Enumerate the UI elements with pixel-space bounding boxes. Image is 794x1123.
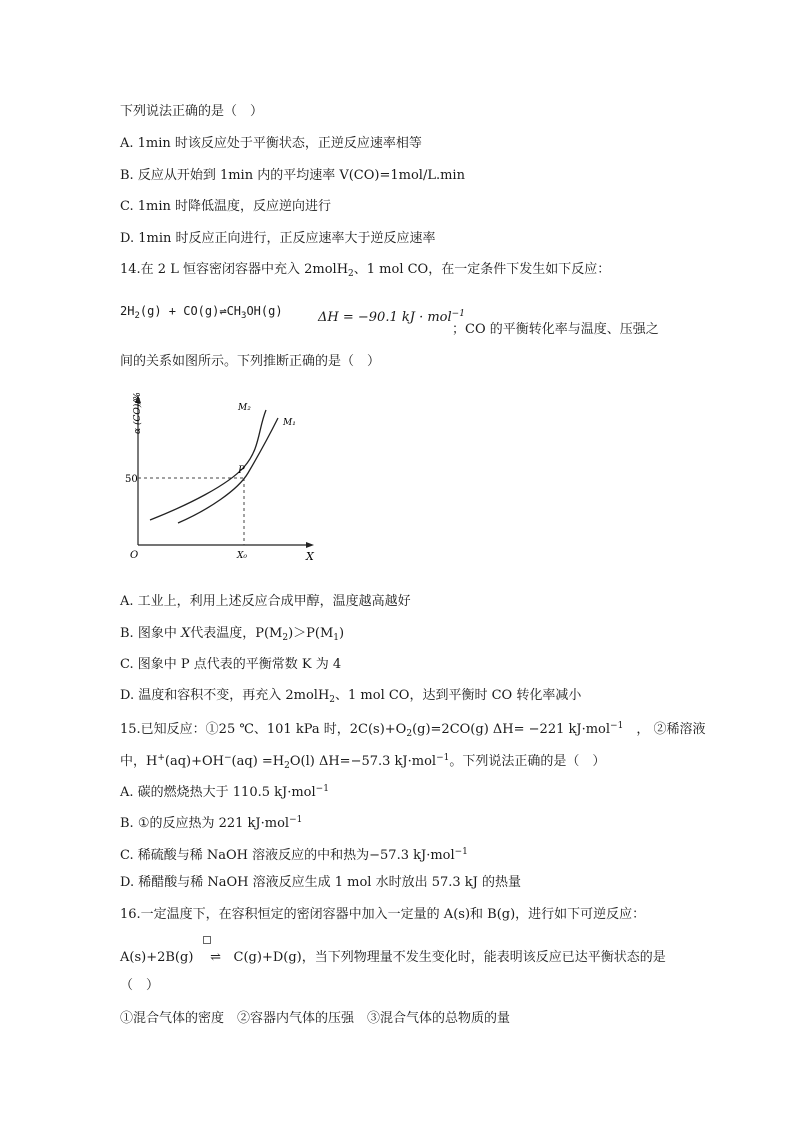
q15-l2-sup2: − [224, 753, 232, 763]
q16-arrow: ⇌ [210, 950, 221, 965]
q16-line1: 16.一定温度下，在容积恒定的密闭容器中加入一定量的 A(s)和 B(g)，进行如下可逆反应： [120, 907, 646, 922]
q14-intro-sub: 2 [348, 269, 354, 279]
q14-eq-mid: (g) + CO(g)⇌CH [139, 304, 242, 318]
q13-option-b: B. 反应从开始到 1min 内的平均速率 V(CO)=1mol/L.min [120, 168, 465, 183]
q15-optc-text: C. 稀硫酸与稀 NaOH 溶液反应的中和热为−57.3 kJ·mol [120, 848, 455, 863]
origin-label: O [130, 550, 139, 561]
q14-dh-text: ΔH = −90.1 kJ · mol [318, 310, 452, 325]
q15-l2-b: (aq)+OH [164, 754, 224, 769]
q15-option-a [120, 781, 329, 801]
y-tick-50: 50 [125, 474, 138, 485]
m1-label: M₁ [283, 418, 296, 428]
x-axis-label: X [306, 550, 314, 563]
q13-option-d: D. 1min 时反应正向进行，正反应速率大于逆反应速率 [120, 231, 436, 246]
q15-l2-d: O(l) ΔH=−57.3 kJ·mol [289, 754, 437, 769]
q14-eq-right: OH(g) [246, 304, 283, 318]
q14-dh-sup: −1 [451, 309, 465, 319]
q15-l2-c: (aq) =H [231, 754, 285, 769]
q14-optb-s1: 2 [282, 633, 289, 643]
curve-m2 [150, 410, 266, 520]
q13-option-a: A. 1min 时该反应处于平衡状态，正逆反应速率相等 [120, 136, 422, 151]
q16-line2 [120, 950, 666, 966]
q15-line1 [120, 718, 705, 742]
q14-option-a: A. 工业上，利用上述反应合成甲醇，温度越高越好 [120, 594, 411, 609]
q16-line4: ①混合气体的密度 ②容器内气体的压强 ③混合气体的总物质的量 [120, 1011, 511, 1026]
point-p-label: P [238, 465, 245, 476]
q15-l2-sup1: + [157, 753, 165, 763]
q15-option-d: D. 稀醋酸与稀 NaOH 溶液反应生成 1 mol 水时放出 57.3 kJ 的热量 [120, 875, 522, 890]
q15-l1-tail: ， ②稀溶液 [623, 722, 706, 737]
placeholder-box-icon [203, 936, 211, 944]
q15-l1-sup: −1 [610, 721, 624, 731]
y-axis-label: α (CO)/% [133, 392, 143, 434]
q15-l1-s1: 2 [406, 729, 413, 739]
q14-optb-mid: )＞P(M [288, 626, 334, 641]
q14-optb-end: ) [339, 626, 345, 641]
q16-eq-left: A(s)+2B(g) [120, 950, 194, 965]
q13-option-c: C. 1min 时降低温度，反应逆向进行 [120, 199, 332, 214]
q14-eq-left: 2H [120, 304, 135, 318]
q15-l2-sup3: −1 [436, 753, 450, 763]
q14-eq-sub2: 3 [241, 311, 247, 321]
q14-intro-text: 14.在 2 L 恒容密闭容器中充入 2molH [120, 262, 349, 277]
q14-option-d [120, 688, 581, 708]
q15-l2-e: 。下列说法正确的是（ ） [449, 754, 606, 769]
x-axis-arrow [306, 542, 314, 548]
q14-optd-pre: D. 温度和容积不变，再充入 2molH [120, 688, 330, 703]
q14-intro [120, 262, 610, 282]
q16-line3: （ ） [120, 978, 160, 993]
q14-equation [120, 303, 283, 324]
curve-m1 [178, 418, 278, 523]
q14-tail: ；CO 的平衡转化率与温度、压强之 [452, 322, 659, 337]
q14-enthalpy [318, 306, 465, 326]
q14-option-b [120, 626, 344, 646]
q14-intro-tail: 、1 mol CO，在一定条件下发生如下反应： [353, 262, 611, 277]
q15-line2 [120, 750, 605, 774]
q15-optb-sup: −1 [289, 815, 303, 825]
q14-optb-pre: B. 图象中 [120, 626, 181, 641]
q15-l2-a: 中，H [120, 754, 158, 769]
m2-label: M₂ [238, 403, 251, 413]
q14-eq-sub1: 2 [134, 311, 140, 321]
q14-optb-s2: 1 [333, 633, 340, 643]
q13-stem: 下列说法正确的是（ ） [120, 104, 264, 119]
q16-eq-right: C(g)+D(g)，当下列物理量不发生变化时，能表明该反应已达平衡状态的是 [233, 950, 666, 965]
q14-graph [125, 390, 328, 563]
q15-option-b [120, 812, 302, 832]
x0-label: X₀ [237, 551, 248, 561]
q15-option-c [120, 844, 468, 864]
q14-optb-x: X [180, 626, 191, 641]
q15-opta-text: A. 碳的燃烧热大于 110.5 kJ·mol [120, 785, 316, 800]
q15-l1-pre: 15.已知反应：①25 ℃、101 kPa 时，2C(s)+O [120, 722, 407, 737]
q14-optd-sub: 2 [329, 695, 336, 705]
q14-option-c: C. 图象中 P 点代表的平衡常数 K 为 4 [120, 657, 342, 672]
q14-optb-post: 代表温度，P(M [190, 626, 283, 641]
q15-l2-s1: 2 [284, 761, 290, 771]
q15-l1-mid: (g)=2CO(g) ΔH= −221 kJ·mol [412, 722, 611, 737]
q14-line2: 间的关系如图所示。下列推断正确的是（ ） [120, 354, 381, 369]
q15-opta-sup: −1 [315, 784, 329, 794]
q14-optd-post: 、1 mol CO，达到平衡时 CO 转化率减小 [335, 688, 582, 703]
q15-optc-sup: −1 [454, 847, 468, 857]
q15-optb-text: B. ①的反应热为 221 kJ·mol [120, 816, 290, 831]
